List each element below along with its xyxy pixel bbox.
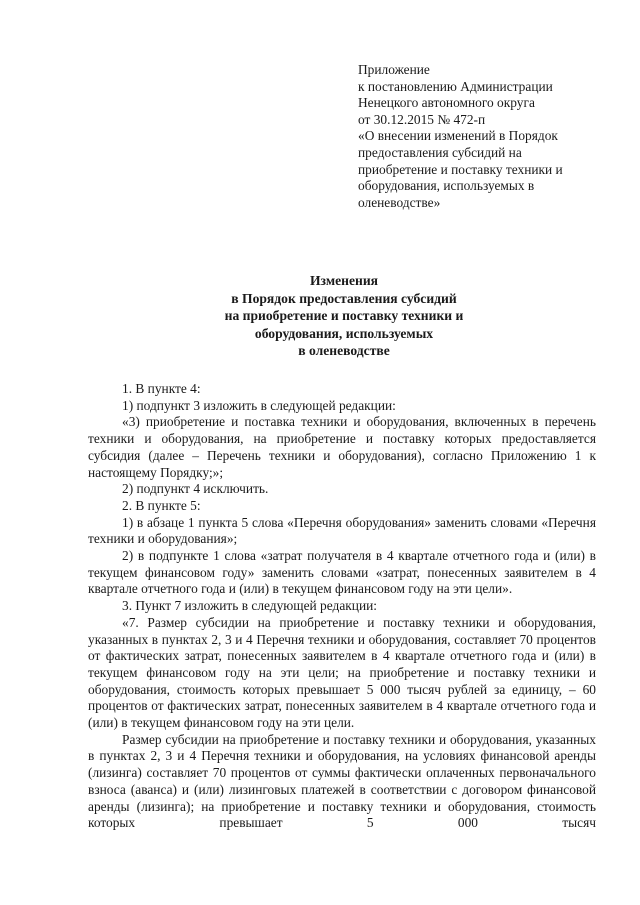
title-line: Изменения <box>309 273 379 288</box>
appendix-line: Приложение <box>358 62 430 77</box>
paragraph: 2) подпункт 4 исключить. <box>122 481 269 497</box>
document-title <box>0 272 640 360</box>
paragraph: «7. Размер субсидии на приобретение и поставку техники и оборудования, указанных в пунктах 2, 3 и 4 Перечня техники и оборудования, составляет 70 процентов от фактических затрат, понесенных заявителем в 4 квартале отчетного года и (или) в текущем финансовом году на эти цели; на приобретение и поставку техники и оборудования, стоимость которых превышает 5 000 тысяч рублей за единицу, – 60 процентов от фактических затрат, понесенных заявителем в 4 квартале отчетного года и (или) в текущем финансовом году на эти цели. <box>88 614 596 731</box>
title-line: в Порядок предоставления субсидий <box>231 290 457 306</box>
paragraph: «3) приобретение и поставка техники и оборудования, включенных в перечень техники и оборудования, на приобретение и поставку которых предоставляется субсидия (далее – Перечень техники и оборудования), согласно Приложению 1 к настоящему Порядку;»; <box>88 414 596 480</box>
paragraph: 1. В пункте 4: <box>122 381 201 396</box>
title-line: на приобретение и поставку техники и <box>224 308 464 323</box>
paragraph: 3. Пункт 7 изложить в следующей редакции: <box>122 598 378 614</box>
appendix-block <box>358 62 618 211</box>
title-line: в оленеводстве <box>298 343 390 358</box>
title-line: оборудования, используемых <box>254 325 434 341</box>
appendix-line: «О внесении изменений в Порядок <box>358 128 558 144</box>
paragraph: Размер субсидии на приобретение и поставку техники и оборудования, указанных в пунктах 2, 3 и 4 Перечня техники и оборудования, на условиях финансовой аренды (лизинга) составляет 70 процентов от суммы фактически оплаченных первоначального взноса (аванса) и (или) лизинговых платежей в соответствии с договором финансовой аренды (лизинга); на приобретение и поставку техники и оборудования, стоимость которых превышает 5 000 тысяч <box>88 731 596 831</box>
document-body <box>88 381 596 832</box>
paragraph: 2. В пункте 5: <box>122 497 201 513</box>
appendix-line: к постановлению Администрации <box>358 78 553 94</box>
appendix-line: оборудования, используемых в <box>358 178 535 194</box>
appendix-line: предоставления субсидий на <box>358 144 522 160</box>
appendix-line: от 30.12.2015 № 472-п <box>358 111 486 127</box>
paragraph: 1) в абзаце 1 пункта 5 слова «Перечня оборудования» заменить словами «Перечня техники и оборудования»; <box>88 514 596 547</box>
paragraph: 2) в подпункте 1 слова «затрат получателя в 4 квартале отчетного года и (или) в текущем финансовом году» заменить словами «затрат, понесенных заявителем в 4 квартале отчетного года и (или) в текущем финансовом году на эти цели». <box>88 548 596 597</box>
appendix-line: оленеводстве» <box>358 194 441 210</box>
appendix-line: Ненецкого автономного округа <box>358 95 535 111</box>
appendix-line: приобретение и поставку техники и <box>358 161 563 177</box>
paragraph: 1) подпункт 3 изложить в следующей редакции: <box>122 397 396 413</box>
